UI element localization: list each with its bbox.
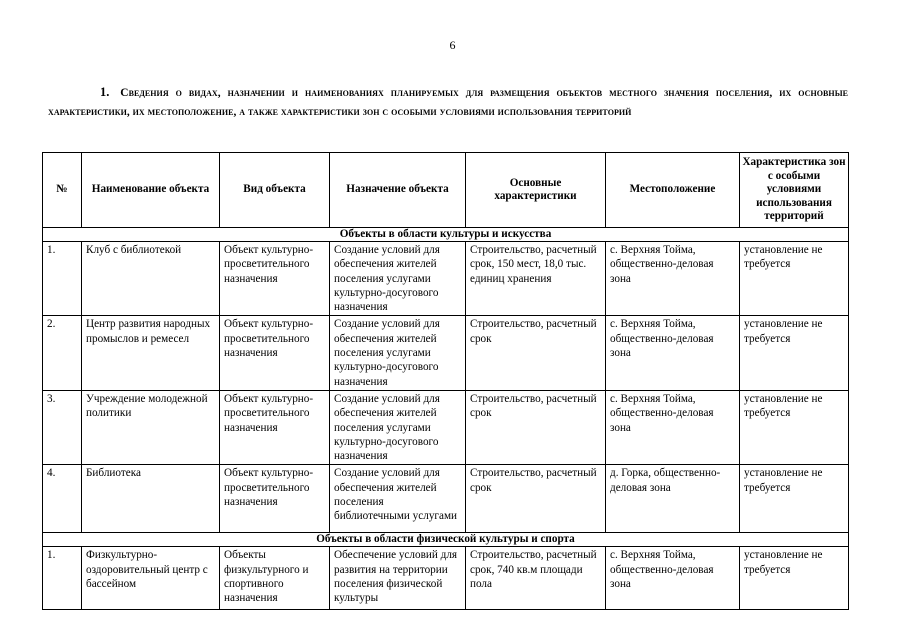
header-object-purpose: Назначение объекта bbox=[330, 153, 466, 228]
page-number: 6 bbox=[449, 38, 456, 52]
header-object-type: Вид объекта bbox=[220, 153, 330, 228]
section-row-sport bbox=[43, 533, 849, 547]
cell-number: 3. bbox=[43, 390, 82, 464]
header-location: Местоположение bbox=[606, 153, 740, 228]
cell-object-type: Объект культурно-просветительного назначения bbox=[220, 316, 330, 390]
cell-object-type: Объект культурно-просветительного назначения bbox=[220, 390, 330, 464]
section-title: Объекты в области физической культуры и спорта bbox=[43, 533, 849, 547]
cell-zone-characteristics: установление не требуется bbox=[740, 390, 849, 464]
table-row bbox=[43, 465, 849, 533]
cell-zone-characteristics: установление не требуется bbox=[740, 242, 849, 316]
cell-object-type: Объект культурно-просветительного назначения bbox=[220, 465, 330, 533]
cell-number: 1. bbox=[43, 242, 82, 316]
cell-object-purpose: Обеспечение условий для развития на территории поселения физической культуры bbox=[330, 547, 466, 610]
cell-object-type: Объект культурно-просветительного назначения bbox=[220, 242, 330, 316]
cell-location: с. Верхняя Тойма, общественно-деловая зона bbox=[606, 242, 740, 316]
cell-location: с. Верхняя Тойма, общественно-деловая зона bbox=[606, 316, 740, 390]
table-header-row bbox=[43, 153, 849, 228]
header-zone-characteristics: Характеристика зон с особыми условиями использования территорий bbox=[740, 153, 849, 228]
cell-object-type: Объекты физкультурного и спортивного назначения bbox=[220, 547, 330, 610]
cell-main-characteristics: Строительство, расчетный срок bbox=[466, 316, 606, 390]
table-row bbox=[43, 242, 849, 316]
cell-main-characteristics: Строительство, расчетный срок, 150 мест, 18,0 тыс. единиц хранения bbox=[466, 242, 606, 316]
cell-zone-characteristics: установление не требуется bbox=[740, 465, 849, 533]
cell-main-characteristics: Строительство, расчетный срок, 740 кв.м площади пола bbox=[466, 547, 606, 610]
cell-object-purpose: Создание условий для обеспечения жителей поселения услугами культурно-досугового назначения bbox=[330, 242, 466, 316]
cell-object-purpose: Создание условий для обеспечения жителей поселения библиотечными услугами bbox=[330, 465, 466, 533]
cell-number: 4. bbox=[43, 465, 82, 533]
header-main-characteristics: Основные характеристики bbox=[466, 153, 606, 228]
header-number: № bbox=[43, 153, 82, 228]
cell-location: с. Верхняя Тойма, общественно-деловая зона bbox=[606, 547, 740, 610]
cell-zone-characteristics: установление не требуется bbox=[740, 547, 849, 610]
cell-object-purpose: Создание условий для обеспечения жителей поселения услугами культурно-досугового назначения bbox=[330, 316, 466, 390]
cell-zone-characteristics: установление не требуется bbox=[740, 316, 849, 390]
cell-location: д. Горка, общественно-деловая зона bbox=[606, 465, 740, 533]
table-row bbox=[43, 316, 849, 390]
section-heading-text: Сведения о видах, назначении и наименованиях планируемых для размещения объектов местного значения поселения, их основные характеристики, их местоположение, а также характеристики зон с особыми условиями использования территорий bbox=[48, 87, 848, 118]
section-heading-number: 1. bbox=[100, 85, 110, 99]
section-row-culture bbox=[43, 228, 849, 242]
cell-object-name: Физкультурно-оздоровительный центр с бассейном bbox=[82, 547, 220, 610]
cell-main-characteristics: Строительство, расчетный срок bbox=[466, 390, 606, 464]
cell-main-characteristics: Строительство, расчетный срок bbox=[466, 465, 606, 533]
cell-location: с. Верхняя Тойма, общественно-деловая зона bbox=[606, 390, 740, 464]
table-row bbox=[43, 547, 849, 610]
section-title: Объекты в области культуры и искусства bbox=[43, 228, 849, 242]
cell-number: 1. bbox=[43, 547, 82, 610]
cell-number: 2. bbox=[43, 316, 82, 390]
cell-object-name: Библиотека bbox=[82, 465, 220, 533]
objects-table bbox=[42, 152, 849, 610]
section-heading bbox=[48, 83, 848, 121]
header-object-name: Наименование объекта bbox=[82, 153, 220, 228]
cell-object-name: Клуб с библиотекой bbox=[82, 242, 220, 316]
cell-object-name: Центр развития народных промыслов и ремесел bbox=[82, 316, 220, 390]
cell-object-purpose: Создание условий для обеспечения жителей поселения услугами культурно-досугового назначения bbox=[330, 390, 466, 464]
table-row bbox=[43, 390, 849, 464]
cell-object-name: Учреждение молодежной политики bbox=[82, 390, 220, 464]
